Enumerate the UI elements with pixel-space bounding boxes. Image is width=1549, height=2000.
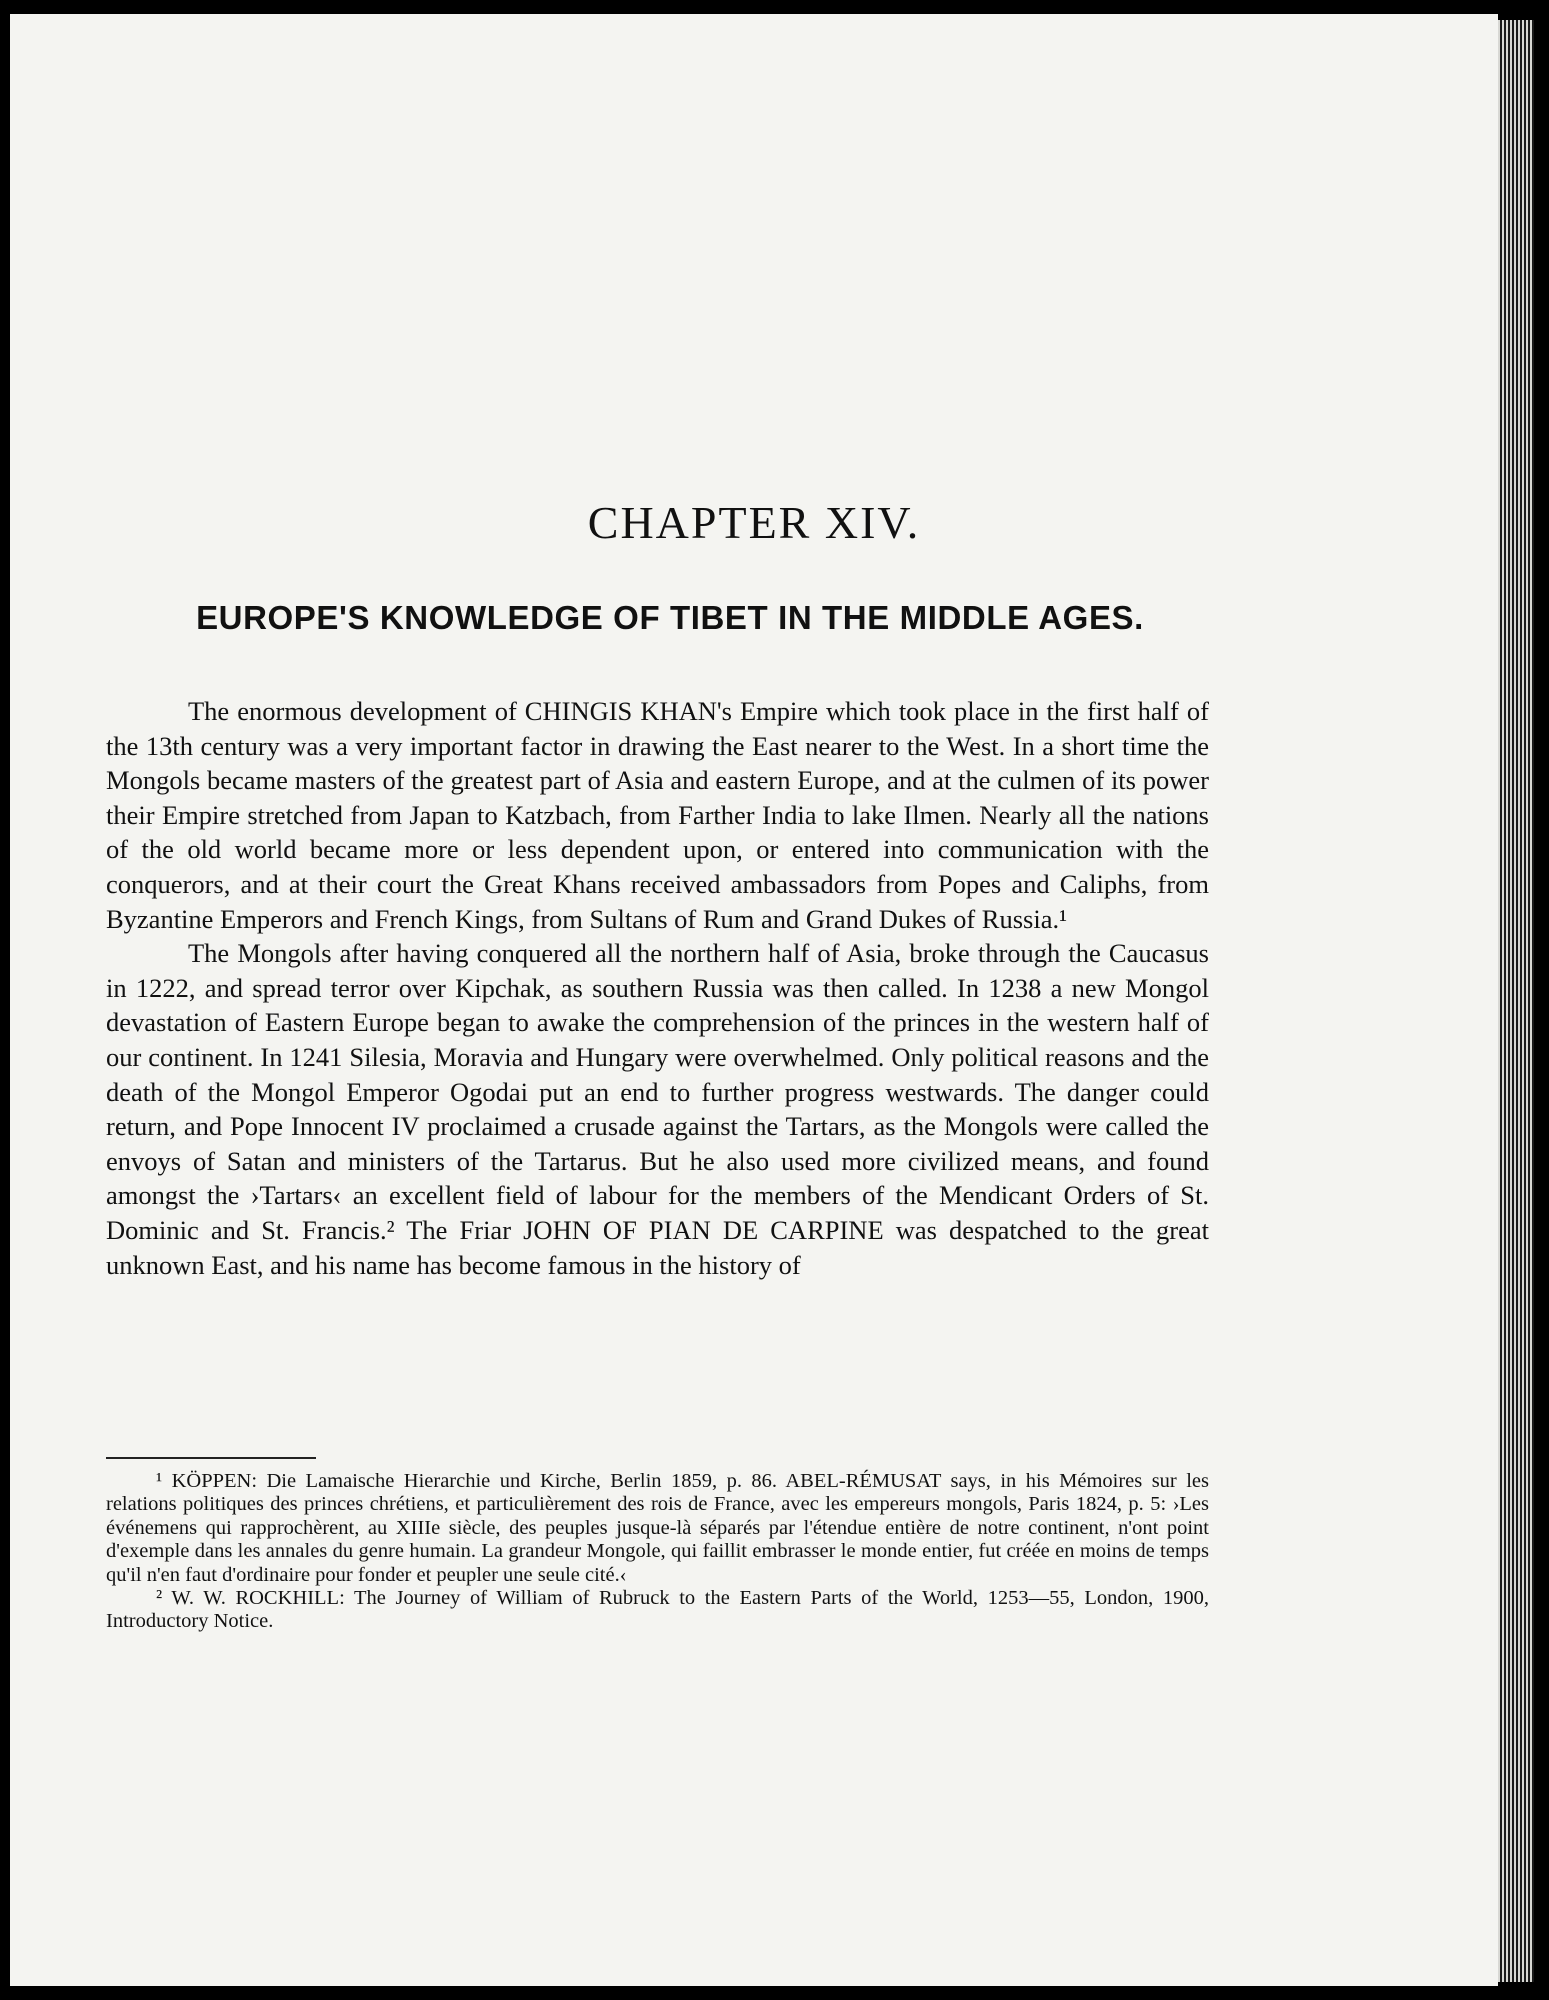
footnote-divider	[106, 1457, 316, 1459]
footnote-2: ² W. W. ROCKHILL: The Journey of William of Rubruck to the Eastern Parts of the World, 1253—55, London, 1900, Introductory Notice.	[106, 1587, 1209, 1633]
footnotes	[106, 1470, 1209, 1634]
body-paragraph: The Mongols after having conquered all the northern half of Asia, broke through the Caucasus in 1222, and spread terror over Kipchak, as southern Russia was then called. In 1238 a new Mongol devastation of Eastern Europe began to awake the comprehension of the princes in the western half of our continent. In 1241 Silesia, Moravia and Hungary were overwhelmed. Only political reasons and the death of the Mongol Emperor Ogodai put an end to further progress westwards. The danger could return, and Pope Innocent IV proclaimed a crusade against the Tartars, as the Mongols were called the envoys of Satan and ministers of the Tartarus. But he also used more civilized means, and found amongst the ›Tartars‹ an excellent field of labour for the members of the Mendicant Orders of St. Dominic and St. Francis.² The Friar JOHN OF PIAN DE CARPINE was despatched to the great unknown East, and his name has become famous in the history of	[106, 938, 1209, 1280]
footnote-1: ¹ KÖPPEN: Die Lamaische Hierarchie und Kirche, Berlin 1859, p. 86. ABEL-RÉMUSAT says, in his Mémoires sur les relations politiques des princes chrétiens, et particulièrement des rois de France, avec les empereurs mongols, Paris 1824, p. 5: ›Les événemens qui rapprochèrent, au XIIIe siècle, des peuples jusque-là séparés par l'étendue entière de notre continent, n'ont point d'exemple dans les annales du genre humain. La grandeur Mongole, qui faillit embrasser le monde entier, fut créée en moins de temps qu'il n'en faut d'ordinaire pour fonder et peupler une seule cité.‹	[106, 1470, 1209, 1586]
section-title: EUROPE'S KNOWLEDGE OF TIBET IN THE MIDDLE AGES.	[196, 599, 1144, 636]
body-paragraph: The enormous development of CHINGIS KHAN's Empire which took place in the first half of the 13th century was a very important factor in drawing the East nearer to the West. In a short time the Mongols became masters of the greatest part of Asia and eastern Europe, and at the culmen of its power their Empire stretched from Japan to Katzbach, from Farther India to lake Ilmen. Nearly all the nations of the old world became more or less dependent upon, or entered into communication with the conquerors, and at their court the Great Khans received ambassadors from Popes and Caliphs, from Byzantine Emperors and French Kings, from Sultans of Rum and Grand Dukes of Russia.¹	[106, 696, 1209, 934]
page-edges	[1498, 20, 1534, 1982]
body-text	[106, 694, 1209, 1282]
book-page	[10, 14, 1498, 1986]
chapter-title: CHAPTER XIV.	[587, 497, 921, 548]
